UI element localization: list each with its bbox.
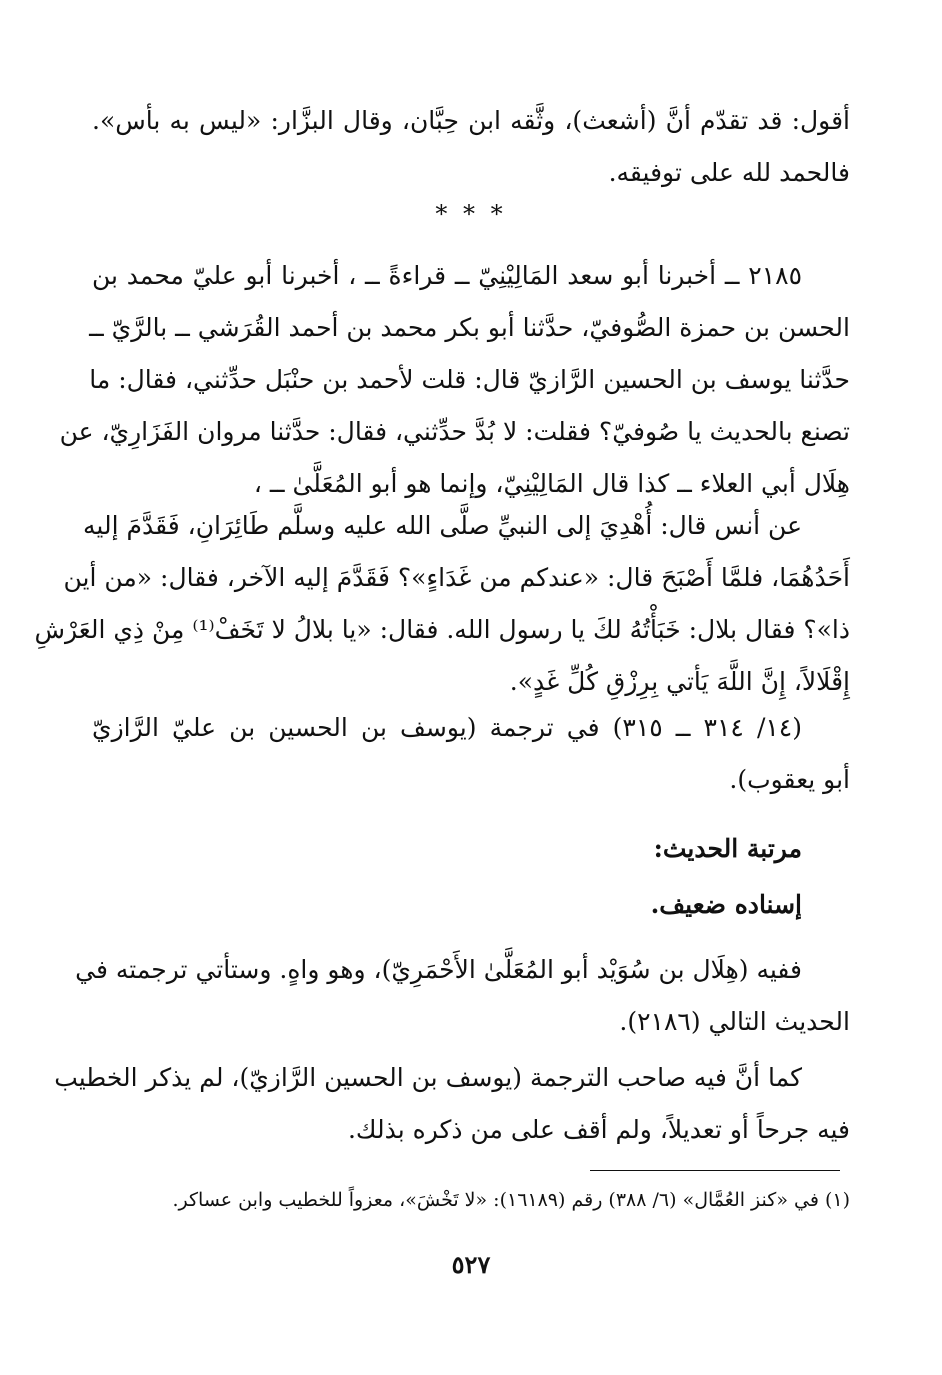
text-line: إِقْلَالاً، إِنَّ اللَّهَ يَأتي بِرِزْقِ كُلِّ غَدٍ». xyxy=(509,667,850,696)
section-separator: * * * xyxy=(435,200,507,228)
text-line: عن أنس قال: أُهْدِيَ إلى النبيِّ صلَّى الله عليه وسلَّم طَائِرَانِ، فَقَدَّمَ إليه xyxy=(83,511,802,540)
text-line: الحديث التالي (٢١٨٦). xyxy=(619,1007,850,1036)
text-line: هِلَال أبي العلاء ــ كذا قال المَالِيْنِيّ، وإنما هو أبو المُعَلَّىٰ ــ ، xyxy=(253,469,850,498)
source-reference xyxy=(92,702,850,806)
text-line: أقول: قد تقدّم أنَّ (أشعث)، وثَّقه ابن حِبَّان، وقال البزَّار: «ليس به بأس». xyxy=(92,106,850,135)
text-line: مرتبة الحديث: xyxy=(653,834,802,863)
text-line: تصنع بالحديث يا صُوفيّ؟ فقلت: لا بُدَّ حدِّثني، فقال: حدَّثنا مروان الفَزَارِيّ، عن xyxy=(59,417,850,446)
text-line: الحسن بن حمزة الصُّوفيّ، حدَّثنا أبو بكر محمد بن أحمد القُرَشي ــ بالرَّيّ ــ xyxy=(89,313,850,342)
discussion-paragraph xyxy=(75,944,850,1048)
hadith-isnad-paragraph xyxy=(59,250,850,510)
intro-paragraph xyxy=(92,95,850,199)
hadith-matn-paragraph xyxy=(34,500,850,708)
text-line: أَحَدُهُمَا، فلمَّا أَصْبَحَ قال: «عندكم من غَدَاءٍ»؟ فَقَدَّمَ إليه الآخر، فقال: «من أين xyxy=(63,563,850,592)
text-line: ذا»؟ فقال بلال: خَبَأْتُهُ لكَ يا رسول الله. فقال: «يا بلالُ لا تَخَفْ⁽¹⁾ مِنْ ذِي العَرْشِ xyxy=(34,615,850,644)
page-number: ٥٢٧ xyxy=(451,1250,491,1279)
discussion-paragraph xyxy=(54,1052,850,1156)
text-line: إسناده ضعيف. xyxy=(650,890,802,919)
text-line: أبو يعقوب). xyxy=(729,765,850,794)
text-line: كما أنَّ فيه صاحب الترجمة (يوسف بن الحسين الرَّازيّ)، لم يذكر الخطيب xyxy=(54,1063,802,1092)
grade-value xyxy=(92,879,850,931)
text-line: (١٤/ ٣١٤ ــ ٣١٥) في ترجمة (يوسف بن الحسين بن عليّ الرَّازيّ xyxy=(92,713,802,742)
text-line: فيه جرحاً أو تعديلاً، ولم أقف على من ذكره بذلك. xyxy=(347,1115,850,1144)
grade-heading xyxy=(92,823,850,875)
text-line: ففيه (هِلَال بن سُوَيْد أبو المُعَلَّىٰ الأَحْمَرِيّ)، وهو واهٍ. وستأتي ترجمته في xyxy=(75,955,802,984)
footnote: (١) في «كنز العُمَّال» (٦/ ٣٨٨) رقم (١٦١٨٩): «لا تَخْشَ»، معزواً للخطيب وابن عساكر. xyxy=(172,1189,850,1211)
text-line: فالحمد لله على توفيقه. xyxy=(608,158,850,187)
text-line: ٢١٨٥ ــ أخبرنا أبو سعد المَالِيْنِيّ ــ قراءةً ــ ، أخبرنا أبو عليّ محمد بن xyxy=(92,261,802,290)
footnote-divider xyxy=(590,1170,840,1171)
text-line: حدَّثنا يوسف بن الحسين الرَّازيّ قال: قلت لأحمد بن حنْبَل حدِّثني، فقال: ما xyxy=(89,365,850,394)
